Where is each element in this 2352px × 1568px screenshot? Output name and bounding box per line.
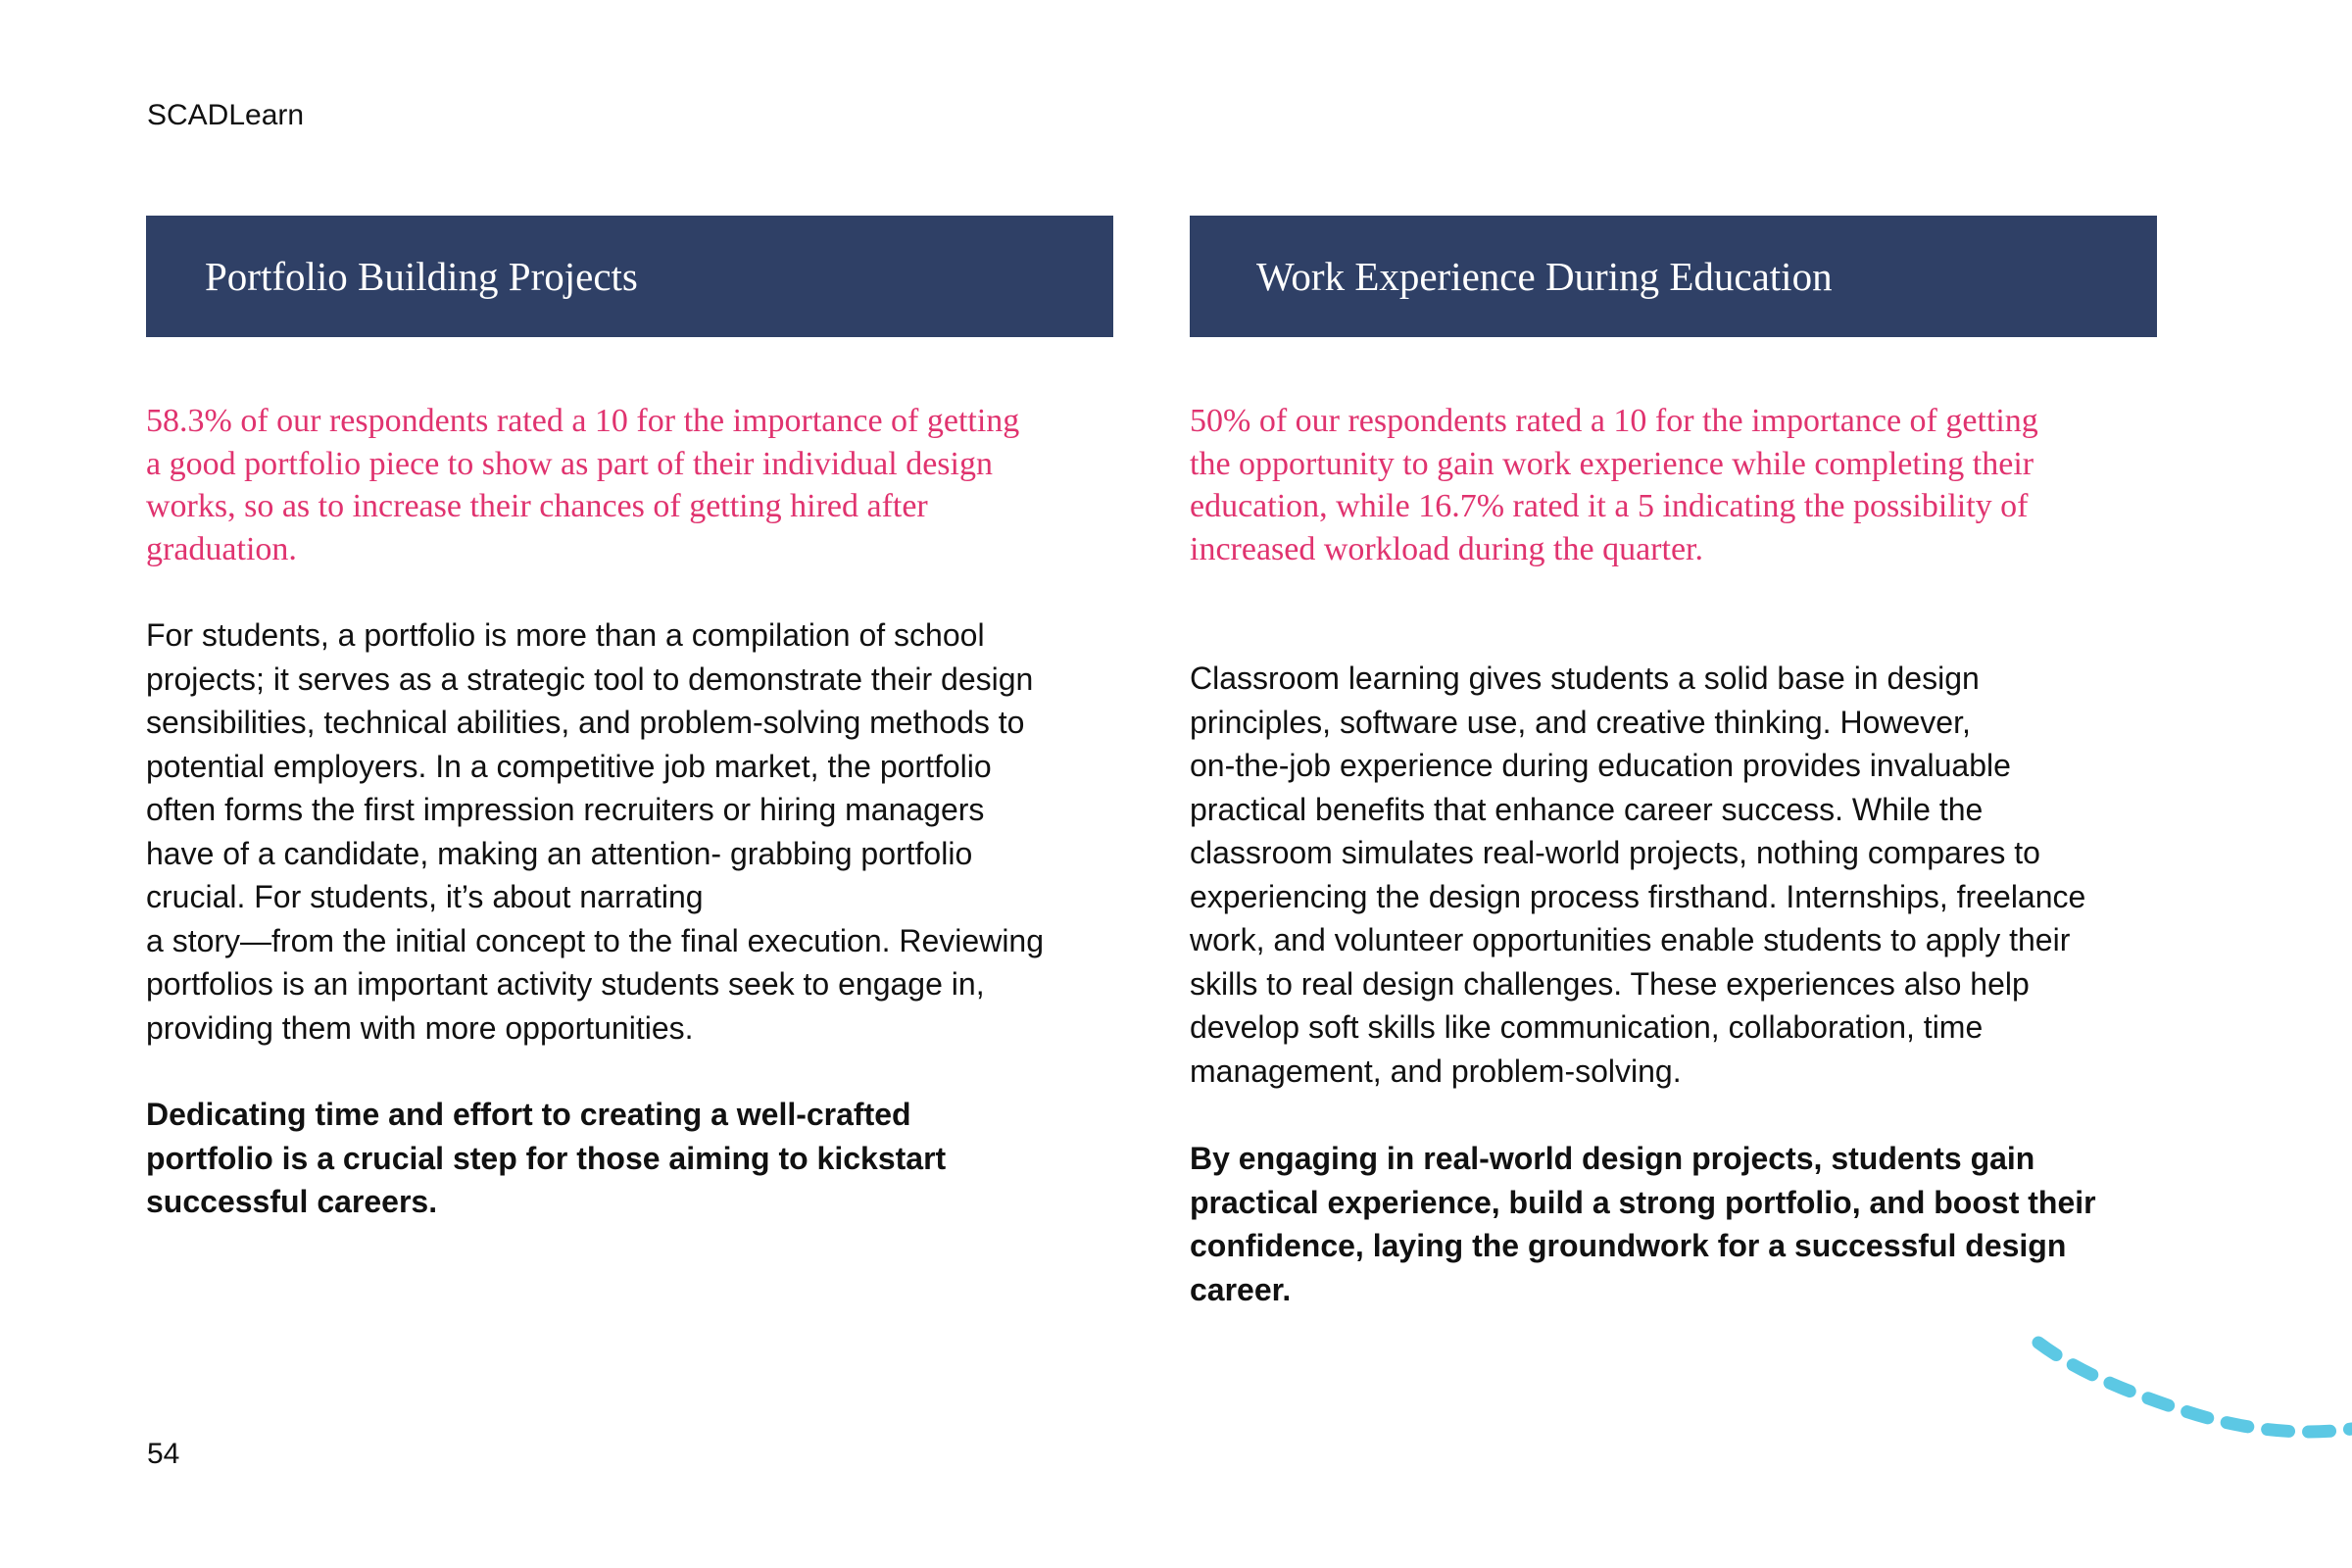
body-line: management, and problem-solving.: [1190, 1053, 1682, 1089]
body-line: portfolios is an important activity students seek to engage in,: [146, 966, 985, 1002]
body-line: Classroom learning gives students a solid base in design: [1190, 661, 1980, 696]
body-line: practical benefits that enhance career success. While the: [1190, 791, 1984, 827]
body-line: skills to real design challenges. These experiences also help: [1190, 965, 2030, 1002]
body-line: classroom simulates real-world projects, nothing compares to: [1190, 835, 2040, 870]
conclusion-paragraph: [1190, 1137, 2160, 1311]
dashed-curve-decoration-icon: [2019, 1313, 2352, 1470]
brand-name: SCADLearn: [147, 99, 305, 131]
body-line: experiencing the design process firsthand. Internships, freelance: [1190, 878, 2086, 914]
section-title: Work Experience During Education: [1256, 254, 1833, 299]
highlight-line: 58.3% of our respondents rated a 10 for the importance of getting: [146, 403, 1020, 439]
statistic-highlight: [146, 400, 1087, 570]
highlight-line: increased workload during the quarter.: [1190, 530, 1703, 567]
highlight-line: graduation.: [146, 530, 297, 567]
highlight-line: 50% of our respondents rated a 10 for the importance of getting: [1190, 403, 2038, 439]
conclusion-line: career.: [1190, 1271, 1292, 1307]
body-paragraph: [1190, 657, 2140, 1093]
body-line: principles, software use, and creative thinking. However,: [1190, 704, 1971, 740]
conclusion-line: By engaging in real-world design projects, students gain: [1190, 1141, 2035, 1176]
body-line: on-the-job experience during education provides invaluable: [1190, 748, 2011, 783]
section-banner: [146, 216, 1113, 337]
conclusion-line: confidence, laying the groundwork for a successful design: [1190, 1228, 2067, 1263]
conclusion-line: Dedicating time and effort to creating a well-crafted: [146, 1097, 911, 1132]
conclusion-paragraph: [146, 1093, 1116, 1224]
body-line: For students, a portfolio is more than a compilation of school: [146, 617, 985, 653]
body-line: often forms the first impression recruiters or hiring managers: [146, 792, 985, 827]
body-line: projects; it serves as a strategic tool to demonstrate their design: [146, 661, 1034, 697]
section-title: Portfolio Building Projects: [205, 254, 638, 299]
highlight-line: a good portfolio piece to show as part of their individual design: [146, 445, 993, 482]
body-line: develop soft skills like communication, collaboration, time: [1190, 1009, 1984, 1045]
conclusion-line: portfolio is a crucial step for those aiming to kickstart: [146, 1140, 947, 1176]
body-line: crucial. For students, it’s about narrating: [146, 879, 704, 914]
body-line: have of a candidate, making an attention- grabbing portfolio: [146, 835, 973, 871]
body-line: work, and volunteer opportunities enable students to apply their: [1190, 922, 2071, 957]
conclusion-line: successful careers.: [146, 1184, 438, 1219]
highlight-line: education, while 16.7% rated it a 5 indicating the possibility of: [1190, 488, 2029, 524]
body-line: potential employers. In a competitive job market, the portfolio: [146, 748, 992, 784]
body-line: sensibilities, technical abilities, and problem-solving methods to: [146, 705, 1025, 740]
body-paragraph: [146, 613, 1097, 1050]
section-banner: [1190, 216, 2157, 337]
body-line: a story—from the initial concept to the final execution. Reviewing: [146, 922, 1045, 958]
section-work-experience: [1190, 216, 2157, 1307]
statistic-highlight: [1190, 400, 2131, 570]
highlight-line: works, so as to increase their chances of getting hired after: [146, 488, 928, 524]
conclusion-line: practical experience, build a strong portfolio, and boost their: [1190, 1184, 2096, 1220]
page-number: 54: [147, 1438, 180, 1470]
body-line: providing them with more opportunities.: [146, 1009, 694, 1046]
section-portfolio-building: [146, 216, 1113, 1219]
highlight-line: the opportunity to gain work experience while completing their: [1190, 445, 2034, 482]
